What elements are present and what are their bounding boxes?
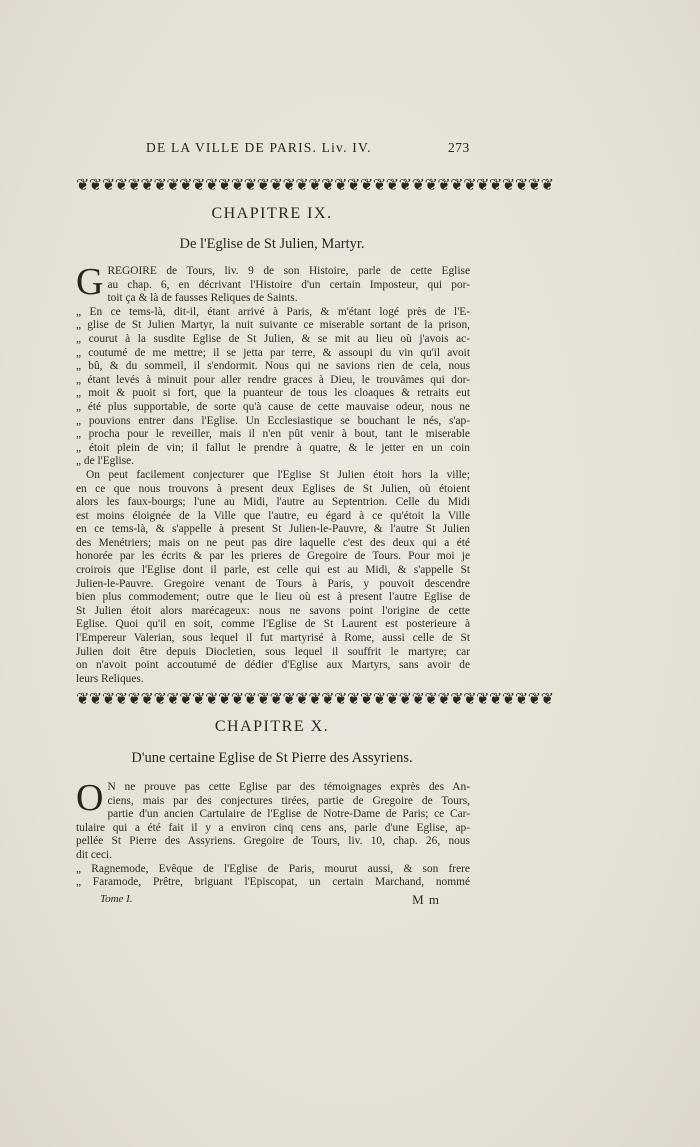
text-line: „ bû, & du sommeil, il s'endormit. Nous qui ne savions rien de cela, nous [76,360,470,373]
text-line: ciens, mais par des conjectures tirées, partie de Gregoire de Tours, [107,794,470,807]
text-line: toit ça & là de fausses Reliques de Saints. [107,292,298,305]
text-line: „ été plus supportable, de sorte qu'à cause de cette mauvaise odeur, nous ne [76,400,470,413]
text-line: „ procha pour le reveiller, mais il n'en pût venir à bout, tant le miserable [76,428,470,441]
text-line: „ Faramode, Prêtre, briguant l'Episcopat, un certain Marchand, nommé [76,876,470,889]
chapter-9-heading: CHAPITRE IX. [211,205,333,222]
drop-cap-o: O [76,777,104,819]
text-line: Julien-le-Pauvre. Gregoire venant de Tours à Paris, y pouvoit descendre [76,577,470,590]
text-line: est moins éloignée de la Ville que l'autre, eu égard à ce qu'étoit la Ville [76,509,470,522]
text-line: l'Empereur Valerian, sous lequel il fut martyrisé à Rome, aussi celle de St [76,632,470,645]
text-line: honorée par les écrits & par les prieres de Gregoire de Tours. Pour moi je [76,550,470,563]
chapter-10-heading: CHAPITRE X. [214,718,330,735]
tome-label: Tome I. [100,893,133,905]
chapter-10-subtitle: D'une certaine Eglise de St Pierre des Assyriens. [131,750,413,766]
ornament-band-middle: ❦❦❦❦❦❦❦❦❦❦❦❦❦❦❦❦❦❦❦❦❦❦❦❦❦❦❦❦❦❦❦❦❦❦❦❦❦ [76,691,554,708]
text-line: des Menétriers; mais on ne peut pas dire laquelle c'est des deux qui a été [76,536,470,549]
chapter-9-text [76,261,470,686]
text-line: en ce que nous trouvons à present deux Eglises de St Julien, où étoient [76,482,470,495]
text-line: „ En ce tems-là, dit-il, étant arrivé à Paris, & m'étant logé près de l'E- [76,305,470,318]
page-number: 273 [448,140,470,155]
running-head [146,140,476,156]
text-line: alors les faux-bourgs; l'une au Midi, l'autre au Septentrion. Celle du Midi [76,496,470,509]
text-line: N ne prouve pas cette Eglise par des témoignages exprès des An- [107,781,470,793]
chapter-9-subtitle: De l'Eglise de St Julien, Martyr. [179,236,365,252]
text-line: au chap. 6, en décrivant l'Histoire d'un certain Imposteur, qui por- [107,278,470,291]
text-line: „ courut à la susdite Eglise de St Julien, & se mit au lieu où j'avois ac- [76,332,470,345]
text-line: pellée St Pierre des Assyriens. Gregoire de Tours, liv. 10, chap. 26, nous [76,835,470,848]
text-line: tulaire qui a été fait il y a environ cinq cens ans, parle d'une Eglise, ap- [76,821,470,834]
text-line: Eglise. Quoi qu'il en soit, comme l'Eglise de St Laurent est posterieure à [76,618,470,631]
text-line: REGOIRE de Tours, liv. 9 de son Histoire, parle de cette Eglise [107,265,470,277]
drop-cap-g: G [76,261,104,303]
running-head-title: DE LA VILLE DE PARIS. Liv. IV. [146,140,372,155]
text-line: On peut facilement conjecturer que l'Eglise St Julien étoit hors la ville; [86,468,470,481]
text-line: „ étoit plein de vin; il fallut le prendre à quatre, & le jetter en un coin [76,441,470,454]
text-line: leurs Reliques. [76,672,144,685]
page-footer [100,893,440,908]
text-line: en ce tems-là, & s'appelle à present St Julien-le-Pauvre, & l'autre St Julien [76,523,470,536]
text-line: dit ceci. [76,848,113,861]
text-line: Julien doit être depuis Diocletien, sous lequel il souffrit le martyre; car [76,645,470,658]
text-line: „ pouvions entrer dans l'Eglise. Un Ecclesiastique se bouchant le nés, s'ap- [76,414,470,427]
text-line: „ glise de St Julien Martyr, la nuit suivante ce miserable sortant de la prison, [76,319,470,332]
text-line: „ Ragnemode, Evêque de l'Eglise de Paris, mourut aussi, & son frere [76,862,470,875]
text-line: partie d'un ancien Cartulaire de l'Eglise de Notre-Dame de Paris; ce Car- [107,808,470,821]
text-line: „ moit & puoit si fort, que la puanteur de tous les cloaques & retraits eut [76,387,470,400]
text-line: croirois que l'Eglise dont il parle, est celle qui est au Midi, & s'appelle St [76,564,470,577]
text-line: „ de l'Eglise. [76,455,135,468]
text-line: „ coutumé de me mettre; il se jetta par terre, & assoupi du vin qu'il avoit [76,346,470,359]
text-line: bien plus commodement; outre que le lieu où est à present l'autre Eglise de [76,591,470,604]
signature-mark: M m [412,892,440,907]
text-line: St Julien étoit alors marécageux: nous ne savons point l'origine de cette [76,604,470,617]
text-line: „ étant levés à minuit pour aller rendre graces à Dieu, le trouvâmes qui dor- [76,373,470,386]
chapter-10-text [76,777,470,890]
ornament-band-top: ❦❦❦❦❦❦❦❦❦❦❦❦❦❦❦❦❦❦❦❦❦❦❦❦❦❦❦❦❦❦❦❦❦❦❦❦❦ [76,177,554,194]
text-line: on n'avoit point accoutumé de dédier d'Eglise aux Martyrs, sans avoir de [76,659,470,672]
